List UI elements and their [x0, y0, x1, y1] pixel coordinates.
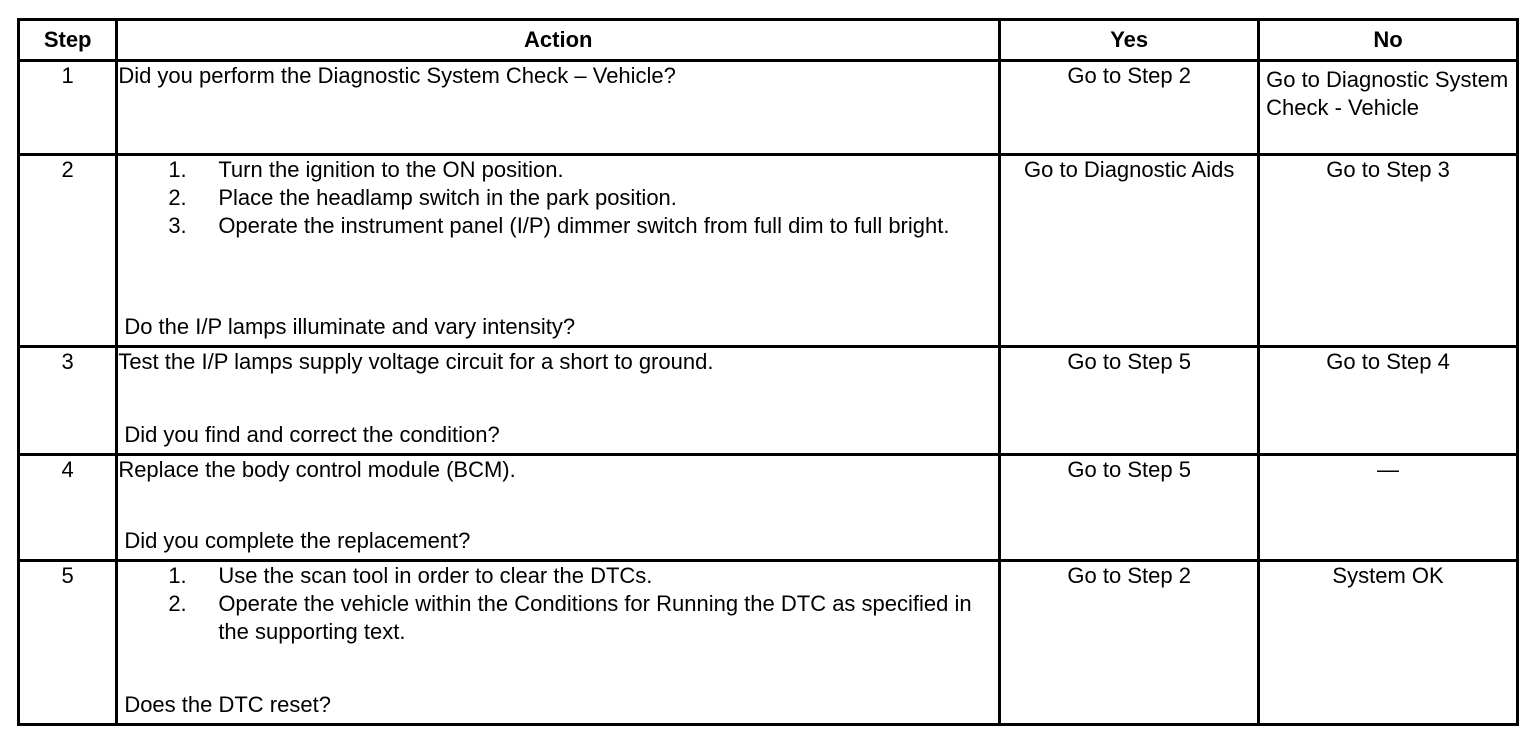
header-action: Action — [117, 20, 1000, 61]
substep-list — [118, 156, 998, 240]
action-intro: Replace the body control module (BCM). — [118, 457, 516, 482]
no-cell: System OK — [1259, 561, 1518, 725]
substep — [168, 184, 998, 212]
action-question: Does the DTC reset? — [124, 692, 331, 717]
no-cell: Go to Step 4 — [1259, 347, 1518, 455]
action-question: Did you find and correct the condition? — [124, 422, 500, 447]
yes-cell: Go to Step 2 — [1000, 561, 1259, 725]
table-row — [19, 561, 1518, 725]
substep-list — [118, 562, 998, 646]
step-number: 4 — [19, 455, 117, 561]
step-number: 2 — [19, 155, 117, 347]
substep — [168, 212, 998, 240]
table-row — [19, 347, 1518, 455]
action-cell — [117, 347, 1000, 455]
substep-text: Place the headlamp switch in the park position. — [218, 185, 677, 210]
header-row — [19, 20, 1518, 61]
yes-cell: Go to Step 5 — [1000, 455, 1259, 561]
header-no: No — [1259, 20, 1518, 61]
substep-text: Use the scan tool in order to clear the DTCs. — [218, 563, 653, 588]
substep-text: Operate the vehicle within the Conditions for Running the DTC as specified in the supporting text. — [218, 591, 972, 644]
substep — [168, 562, 998, 590]
header-yes: Yes — [1000, 20, 1259, 61]
table-row — [19, 155, 1518, 347]
substep-number: 1. — [168, 157, 187, 182]
no-cell: — — [1259, 455, 1518, 561]
action-cell — [117, 155, 1000, 347]
yes-cell: Go to Step 5 — [1000, 347, 1259, 455]
substep-text: Operate the instrument panel (I/P) dimmer switch from full dim to full bright. — [218, 213, 950, 238]
no-cell: Go to Step 3 — [1259, 155, 1518, 347]
yes-cell: Go to Step 2 — [1000, 61, 1259, 155]
action-cell — [117, 561, 1000, 725]
substep-number: 3. — [168, 213, 187, 238]
step-number: 3 — [19, 347, 117, 455]
substep-number: 1. — [168, 563, 187, 588]
header-step: Step — [19, 20, 117, 61]
diagnostic-table — [17, 18, 1519, 726]
table-row — [19, 455, 1518, 561]
action-question: Did you perform the Diagnostic System Check – Vehicle? — [118, 63, 676, 88]
action-cell — [117, 61, 1000, 155]
no-cell: Go to Diagnostic System Check - Vehicle — [1259, 61, 1518, 155]
step-number: 5 — [19, 561, 117, 725]
substep-number: 2. — [168, 185, 187, 210]
action-question: Did you complete the replacement? — [124, 528, 471, 553]
table-row — [19, 61, 1518, 155]
substep — [168, 156, 998, 184]
substep-text: Turn the ignition to the ON position. — [218, 157, 564, 182]
substep-number: 2. — [168, 591, 187, 616]
step-number: 1 — [19, 61, 117, 155]
action-question: Do the I/P lamps illuminate and vary intensity? — [124, 314, 576, 339]
substep — [168, 590, 998, 646]
yes-cell: Go to Diagnostic Aids — [1000, 155, 1259, 347]
action-cell — [117, 455, 1000, 561]
action-intro: Test the I/P lamps supply voltage circuit for a short to ground. — [118, 349, 714, 374]
